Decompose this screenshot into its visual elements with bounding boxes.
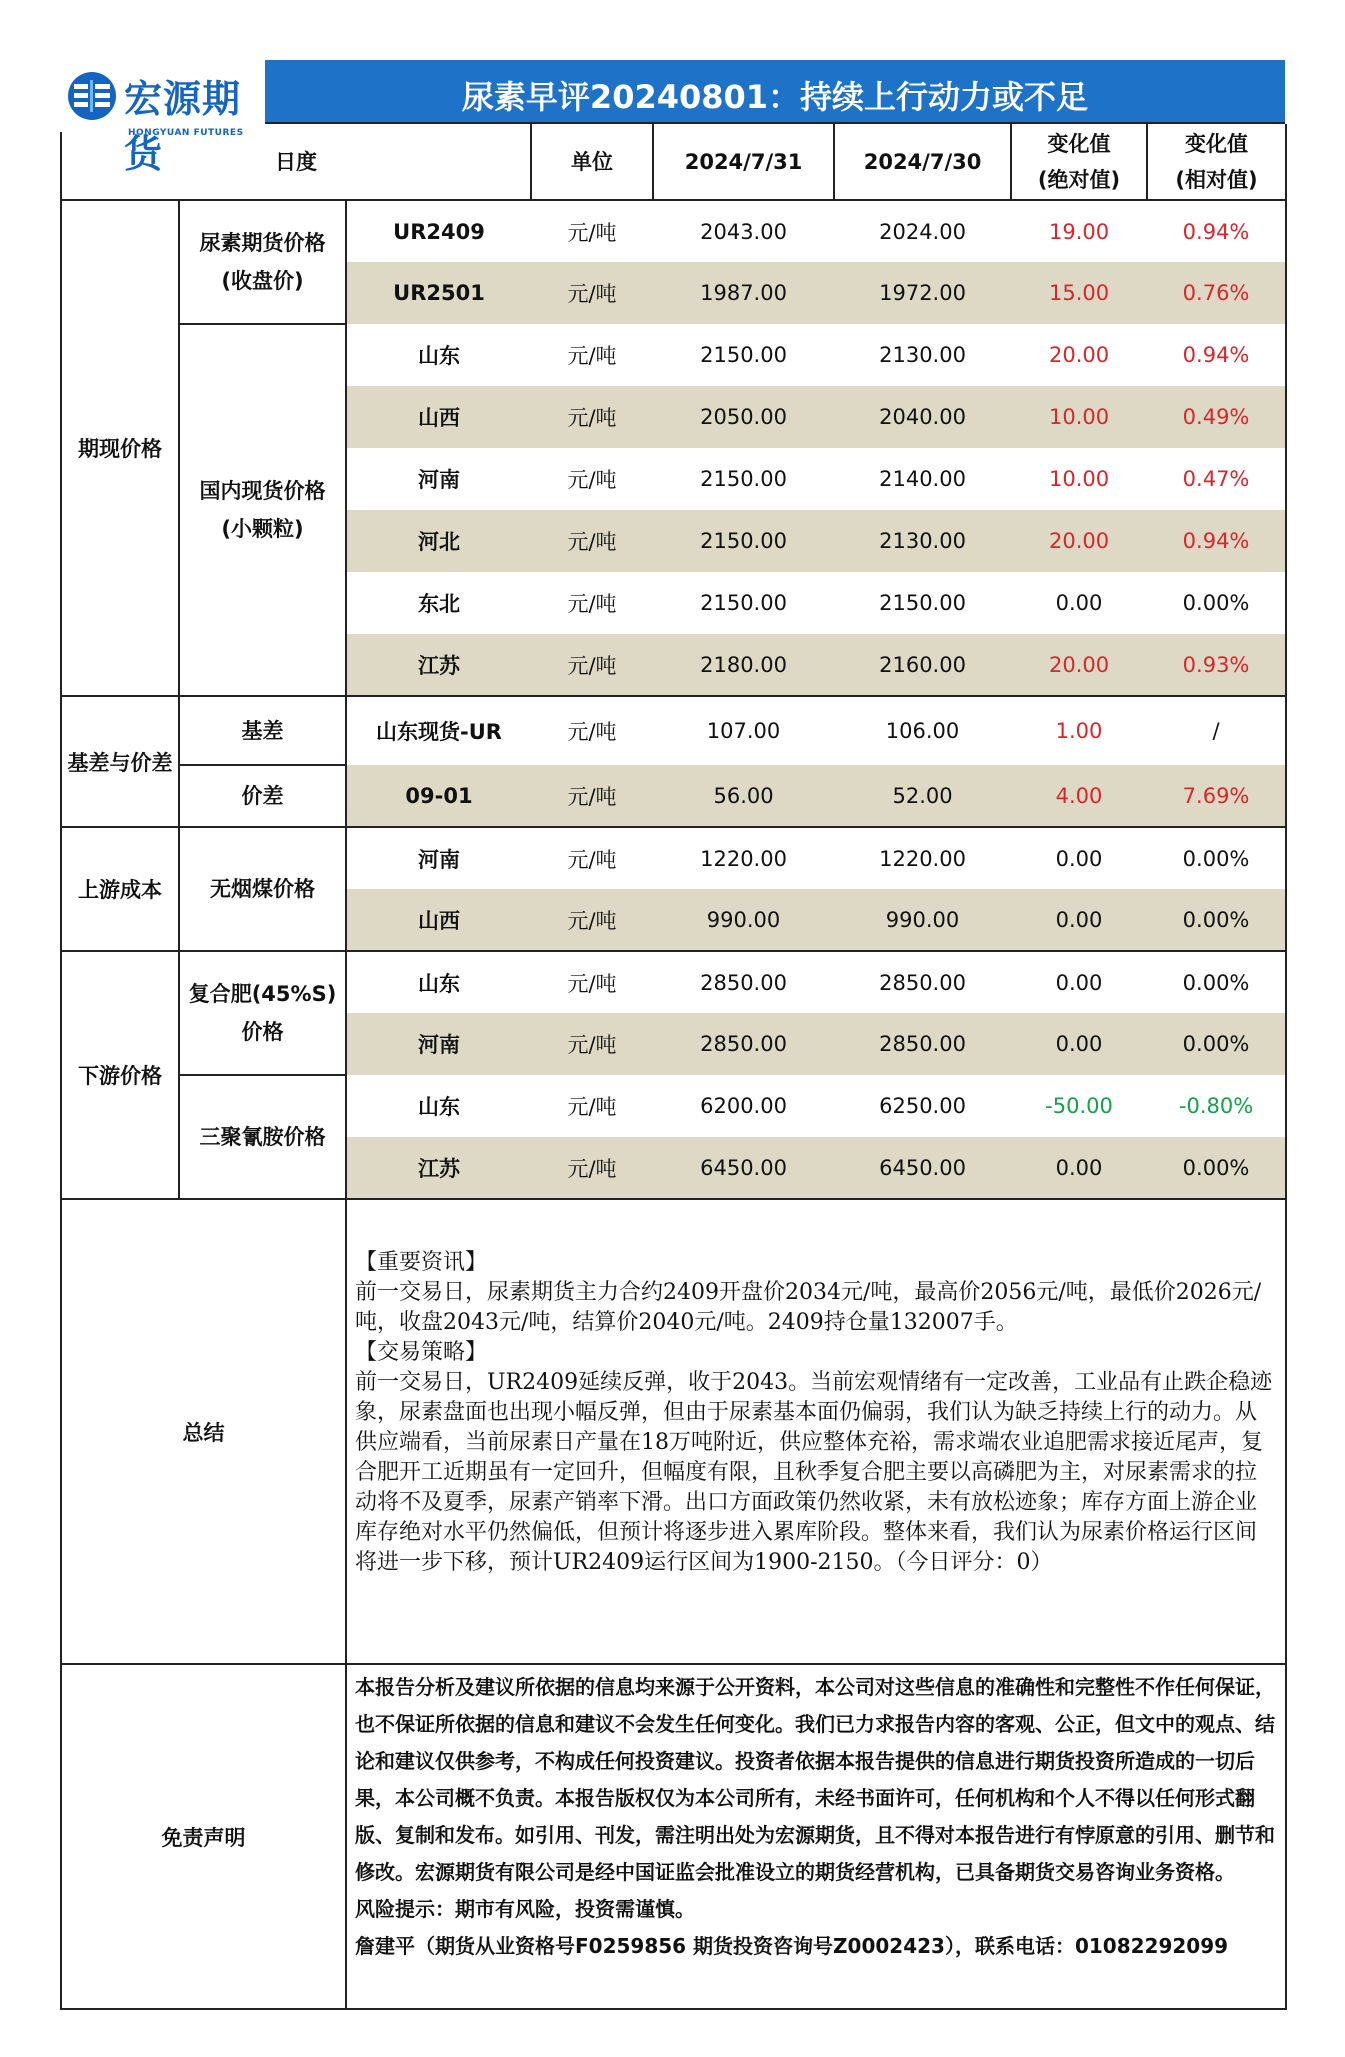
row-item: 江苏 — [346, 634, 531, 696]
row-value-d2: 2130.00 — [879, 343, 966, 367]
summary-text — [346, 1199, 1286, 1664]
row-unit: 元/吨 — [531, 510, 653, 572]
col-header-rel-l2: (相对值) — [1175, 167, 1258, 192]
row-value-d2: 2130.00 — [834, 510, 1011, 572]
subcategory-label: 无烟煤价格 — [210, 877, 315, 901]
subcategory-label: (小颗粒) — [221, 517, 304, 541]
col-header-abs-l2: (绝对值) — [1037, 167, 1121, 192]
row-change-rel: 7.69% — [1147, 765, 1286, 827]
row-unit: 元/吨 — [567, 220, 617, 245]
report-title: 尿素早评20240801：持续上行动力或不足 — [461, 78, 1089, 116]
row-change-rel: 0.00% — [1147, 1137, 1286, 1199]
table-row — [61, 324, 1286, 386]
strategy-heading: 【交易策略】 — [355, 1340, 488, 1365]
subcategory-label: 国内现货价格 — [199, 479, 326, 503]
row-value-d2: 2140.00 — [879, 467, 966, 491]
row-change-rel: 0.93% — [1147, 634, 1286, 696]
row-unit: 元/吨 — [567, 720, 617, 744]
row-value-d2: 2024.00 — [879, 219, 966, 244]
row-unit: 元/吨 — [531, 765, 653, 827]
row-item: 江苏 — [346, 1137, 531, 1199]
row-item: UR2409 — [346, 200, 531, 262]
row-value-d1: 2150.00 — [700, 591, 787, 615]
row-value-d1: 107.00 — [706, 719, 781, 743]
price-table — [60, 124, 1287, 2010]
row-value-d2: 2150.00 — [879, 591, 966, 615]
row-value-d2: 2850.00 — [879, 970, 966, 995]
row-item: 山西 — [346, 889, 531, 951]
row-change-abs: 19.00 — [1048, 219, 1110, 244]
row-unit: 元/吨 — [567, 847, 617, 872]
subcategory-label: (收盘价) — [221, 269, 304, 293]
row-change-rel: 0.00% — [1147, 951, 1286, 1013]
row-unit: 元/吨 — [531, 889, 653, 951]
row-value-d1: 2850.00 — [700, 970, 787, 995]
row-value-d2: 52.00 — [834, 765, 1011, 827]
table-row — [61, 200, 1286, 262]
row-value-d1: 2150.00 — [700, 467, 787, 491]
hongyuan-logo-icon — [66, 70, 118, 122]
row-change-rel: / — [1147, 696, 1286, 765]
subcategory-spot-price — [179, 324, 346, 696]
row-unit: 元/吨 — [567, 344, 617, 368]
disclaimer-body: 本报告分析及建议所依据的信息均来源于公开资料，本公司对这些信息的准确性和完整性不作任何保证，也不保证所依据的信息和建议不会发生任何变化。我们已力求报告内容的客观、公正，但文中的观点、结论和建议仅供参考，不构成任何投资建议。投资者依据本报告提供的信息进行期货投资所造成的一切后果，本公司概不负责。本报告版权仅为本公司所有，未经书面许可，任何机构和个人不得以任何形式翻版、复制和发布。如引用、刊发，需注明出处为宏源期货，且不得对本报告进行有悖原意的引用、删节和修改。宏源期货有限公司是经中国证监会批准设立的期货经营机构，已具备期货交易咨询业务资格。 — [355, 1675, 1275, 1884]
row-item: 河北 — [346, 510, 531, 572]
report-sheet — [60, 60, 1285, 2010]
col-header-abs — [1011, 124, 1147, 200]
row-change-rel: 0.00% — [1147, 572, 1286, 634]
col-header-d1: 2024/7/31 — [653, 124, 834, 200]
category-spot-futures: 期现价格 — [61, 200, 179, 696]
row-change-abs: 0.00 — [1011, 889, 1147, 951]
row-unit: 元/吨 — [567, 468, 617, 492]
subcategory-melamine-price — [179, 1075, 346, 1199]
row-item: 河南 — [346, 1013, 531, 1075]
row-value-d2: 6250.00 — [879, 1094, 966, 1118]
subcategory-label: 基差 — [241, 718, 284, 743]
table-row — [61, 696, 1286, 765]
row-unit: 元/吨 — [567, 971, 617, 996]
row-value-d1: 990.00 — [653, 889, 834, 951]
row-change-abs: 4.00 — [1011, 765, 1147, 827]
category-upstream-cost: 上游成本 — [61, 827, 179, 951]
row-value-d1: 1220.00 — [700, 846, 787, 871]
title-bar — [265, 60, 1285, 122]
category-downstream-price: 下游价格 — [61, 951, 179, 1199]
row-item: 09-01 — [346, 765, 531, 827]
row-value-d1: 2050.00 — [653, 386, 834, 448]
row-change-abs: 15.00 — [1011, 262, 1147, 324]
row-unit: 元/吨 — [531, 634, 653, 696]
row-change-abs: 0.00 — [1011, 1013, 1147, 1075]
category-basis-spread: 基差与价差 — [61, 696, 179, 827]
row-unit: 元/吨 — [531, 1013, 653, 1075]
row-value-d2: 990.00 — [834, 889, 1011, 951]
row-item: 山东 — [346, 324, 531, 386]
row-change-rel: 0.94% — [1147, 510, 1286, 572]
table-row — [61, 765, 1286, 827]
subcategory-basis — [179, 696, 346, 765]
strategy-text: 前一交易日，UR2409延续反弹，收于2043。当前宏观情绪有一定改善，工业品有止跌企稳迹象，尿素盘面也出现小幅反弹，但由于尿素基本面仍偏弱，我们认为缺乏持续上行的动力。从供应端看，当前尿素日产量在18万吨附近，供应整体充裕，需求端农业追肥需求接近尾声，复合肥开工近期虽有一定回升，但幅度有限，且秋季复合肥主要以高磷肥为主，对尿素需求的拉动将不及夏季，尿素产销率下滑。出口方面政策仍然收紧，未有放松迹象；库存方面上游企业库存绝对水平仍然偏低，但预计将逐步进入累库阶段。整体来看，我们认为尿素价格运行区间将进一步下移，预计UR2409运行区间为1900-2150。（今日评分：0） — [355, 1370, 1273, 1575]
summary-label: 总结 — [61, 1199, 346, 1664]
subcategory-label: 尿素期货价格 — [199, 231, 326, 255]
subcategory-label: 价差 — [241, 784, 284, 808]
row-change-abs: -50.00 — [1045, 1094, 1113, 1118]
row-item: 山东 — [346, 1075, 531, 1137]
subcategory-compound-fertilizer-price — [179, 951, 346, 1075]
row-value-d2: 6450.00 — [834, 1137, 1011, 1199]
row-change-abs: 1.00 — [1055, 719, 1103, 743]
subcategory-label: 价格 — [241, 1020, 284, 1044]
row-value-d1: 2150.00 — [653, 510, 834, 572]
col-header-rel — [1147, 124, 1286, 200]
row-change-abs: 20.00 — [1048, 343, 1110, 367]
row-value-d2: 2160.00 — [834, 634, 1011, 696]
row-change-abs: 0.00 — [1055, 970, 1103, 995]
row-unit: 元/吨 — [567, 1095, 617, 1119]
row-unit: 元/吨 — [531, 262, 653, 324]
row-item: UR2501 — [346, 262, 531, 324]
risk-warning: 风险提示：期市有风险，投资需谨慎。 — [355, 1897, 695, 1921]
row-change-rel: 0.47% — [1147, 448, 1286, 510]
subcategory-spread — [179, 765, 346, 827]
row-change-abs: 20.00 — [1011, 634, 1147, 696]
row-change-abs: 0.00 — [1055, 591, 1103, 615]
subcategory-coal-price — [179, 827, 346, 951]
row-value-d1: 1987.00 — [653, 262, 834, 324]
subcategory-label: 三聚氰胺价格 — [199, 1125, 326, 1149]
analyst-contact: 詹建平（期货从业资格号F0259856 期货投资咨询号Z0002423），联系电话：01082292099 — [355, 1934, 1229, 1958]
row-change-rel: 0.00% — [1147, 889, 1286, 951]
table-row — [61, 951, 1286, 1013]
col-header-d2: 2024/7/30 — [834, 124, 1011, 200]
col-header-abs-l1: 变化值 — [1047, 131, 1111, 156]
row-value-d2: 2850.00 — [834, 1013, 1011, 1075]
row-change-rel: -0.80% — [1147, 1075, 1286, 1137]
row-value-d1: 2180.00 — [653, 634, 834, 696]
row-unit: 元/吨 — [531, 386, 653, 448]
row-item: 山东现货-UR — [346, 696, 531, 765]
row-change-abs: 0.00 — [1011, 1137, 1147, 1199]
row-value-d1: 6450.00 — [653, 1137, 834, 1199]
col-header-date: 日度 — [61, 124, 531, 200]
row-item: 山东 — [346, 951, 531, 1013]
news-heading: 【重要资讯】 — [355, 1250, 488, 1275]
row-item: 东北 — [346, 572, 531, 634]
row-change-abs: 10.00 — [1011, 386, 1147, 448]
row-value-d2: 1972.00 — [834, 262, 1011, 324]
row-value-d1: 2150.00 — [700, 343, 787, 367]
logo-name: 宏源期货 — [124, 77, 242, 176]
row-change-rel: 0.94% — [1147, 200, 1286, 262]
row-unit: 元/吨 — [531, 1137, 653, 1199]
col-header-unit: 单位 — [531, 124, 653, 200]
col-header-rel-l1: 变化值 — [1185, 131, 1249, 156]
row-value-d2: 1220.00 — [879, 846, 966, 871]
row-change-abs: 10.00 — [1048, 467, 1110, 491]
subcategory-label: 复合肥(45%S) — [188, 982, 337, 1006]
row-item: 山西 — [346, 386, 531, 448]
row-change-abs: 0.00 — [1055, 846, 1103, 871]
row-change-rel: 0.76% — [1147, 262, 1286, 324]
row-change-abs: 20.00 — [1011, 510, 1147, 572]
row-value-d1: 2043.00 — [700, 219, 787, 244]
row-value-d1: 6200.00 — [700, 1094, 787, 1118]
logo-subtitle: HONGYUAN FUTURES — [128, 128, 244, 138]
row-value-d1: 2850.00 — [653, 1013, 834, 1075]
table-row — [61, 1075, 1286, 1137]
row-value-d2: 2040.00 — [834, 386, 1011, 448]
row-change-rel: 0.49% — [1147, 386, 1286, 448]
subcategory-futures-price — [179, 200, 346, 324]
row-item: 河南 — [346, 827, 531, 889]
row-value-d1: 56.00 — [653, 765, 834, 827]
news-text: 前一交易日，尿素期货主力合约2409开盘价2034元/吨，最高价2056元/吨，最低价2026元/吨，收盘2043元/吨，结算价2040元/吨。2409持仓量132007手。 — [355, 1280, 1262, 1335]
row-change-rel: 0.00% — [1147, 827, 1286, 889]
disclaimer-label: 免责声明 — [61, 1664, 346, 2009]
summary-row — [61, 1199, 1286, 1664]
row-value-d2: 106.00 — [885, 719, 960, 743]
row-change-rel: 0.00% — [1147, 1013, 1286, 1075]
row-change-rel: 0.94% — [1147, 324, 1286, 386]
table-row — [61, 827, 1286, 889]
disclaimer-row — [61, 1664, 1286, 2009]
company-logo — [60, 60, 265, 176]
disclaimer-text — [346, 1664, 1286, 2009]
row-item: 河南 — [346, 448, 531, 510]
row-unit: 元/吨 — [567, 592, 617, 616]
